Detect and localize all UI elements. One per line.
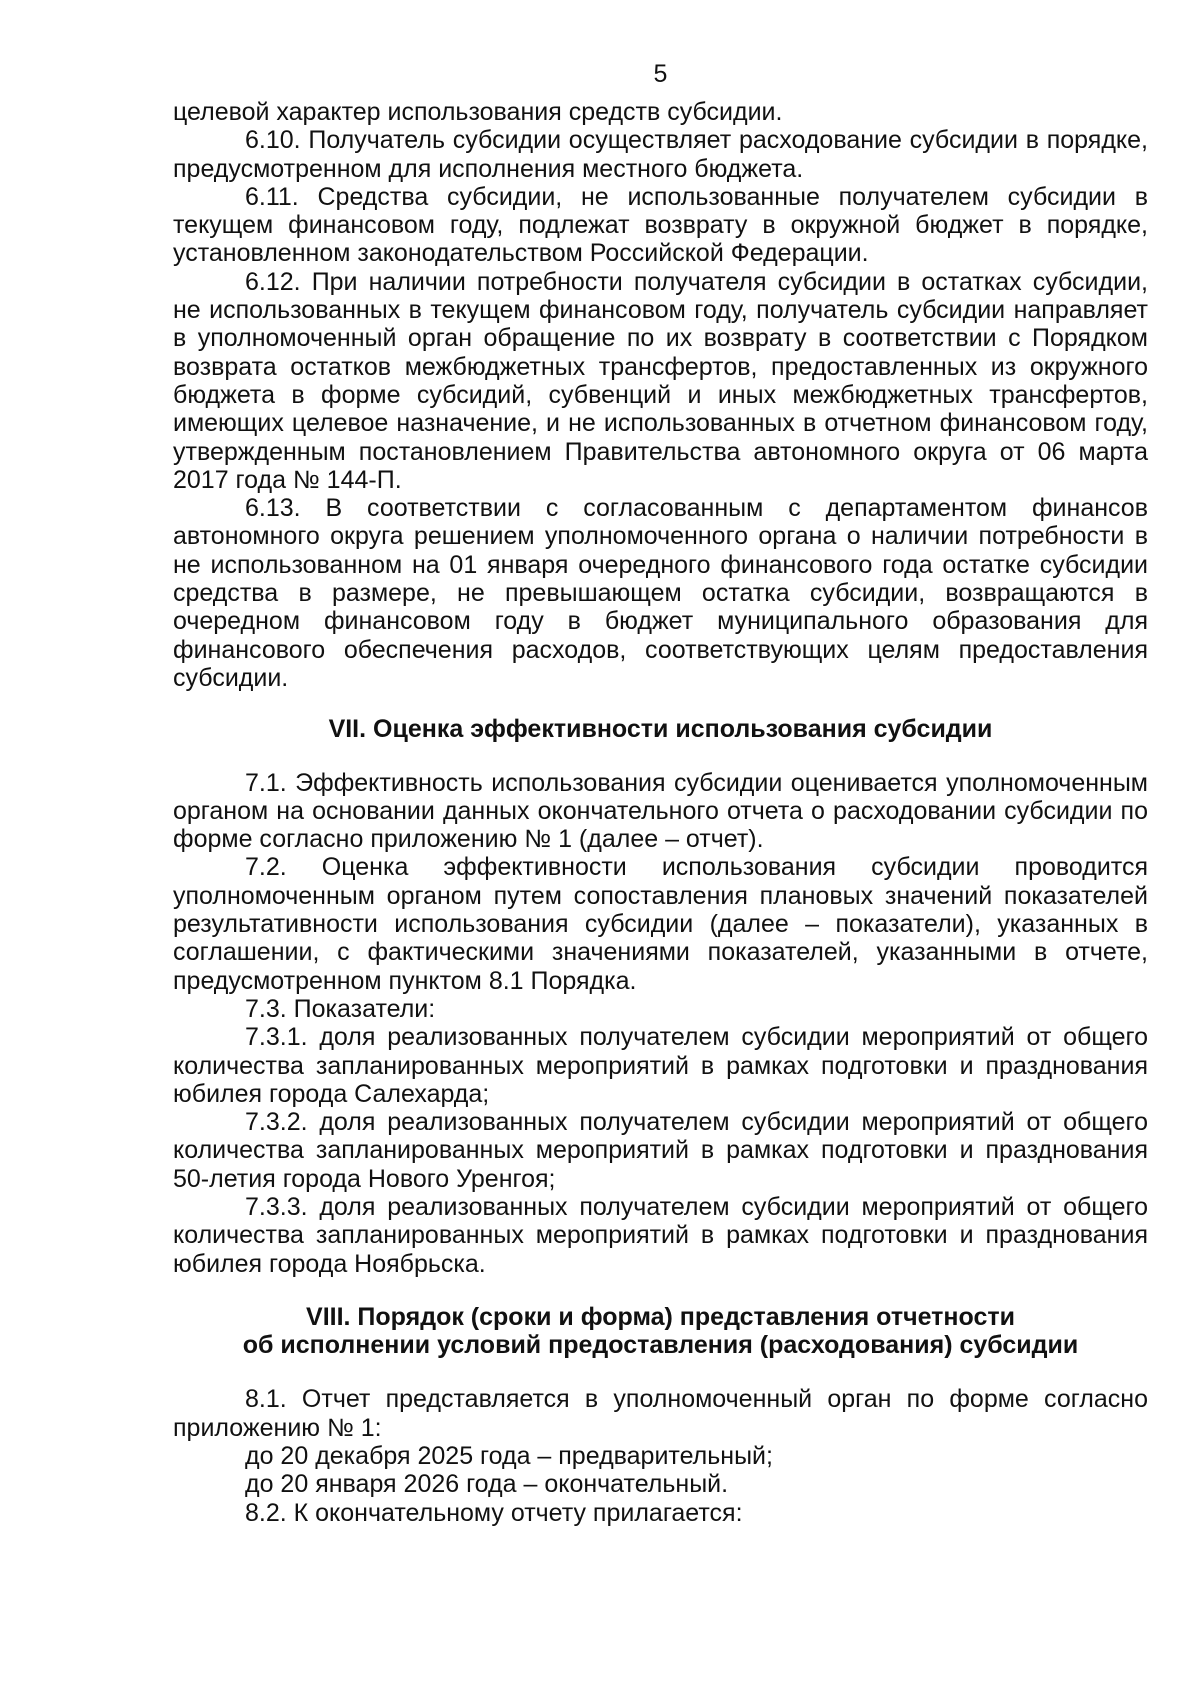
section-8-body: [173, 1385, 1148, 1526]
page-number: 5: [653, 60, 668, 88]
paragraph-6-12: 6.12. При наличии потребности получателя субсидии в остатках субсидии, не использованных в текущем финансовом году, получатель субсидии направляет в уполномоченный орган обращение по их возврату в соответствии с Порядком возврата остатков межбюджетных трансфертов, предоставленных из окружного бюджета в форме субсидий, субвенций и иных межбюджетных трансфертов, имеющих целевое назначение, и не использованных в отчетном финансовом году, утвержденным постановлением Правительства автономного округа от 06 марта 2017 года № 144-П.: [173, 267, 1148, 494]
section-6-continuation: [173, 98, 1148, 692]
deadline-final: до 20 января 2026 года – окончательный.: [245, 1470, 729, 1499]
section-8-heading-line-1: VIII. Порядок (сроки и форма) представления отчетности: [306, 1302, 1015, 1331]
paragraph-6-10: 6.10. Получатель субсидии осуществляет расходование субсидии в порядке, предусмотренном для исполнения местного бюджета.: [173, 126, 1148, 183]
section-7-body: [173, 769, 1148, 1278]
document-page: [173, 60, 1148, 1527]
paragraph-7-1: 7.1. Эффективность использования субсидии оценивается уполномоченным органом на основании данных окончательного отчета о расходовании субсидии по форме согласно приложению № 1 (далее – отчет).: [173, 768, 1148, 854]
section-8-heading: [173, 1303, 1148, 1360]
paragraph-6-9-end: целевой характер использования средств субсидии.: [173, 98, 783, 126]
paragraph-7-3-3: 7.3.3. доля реализованных получателем субсидии мероприятий от общего количества запланированных мероприятий в рамках подготовки и празднования юбилея города Ноябрьска.: [173, 1192, 1148, 1278]
paragraph-6-11: 6.11. Средства субсидии, не использованные получателем субсидии в текущем финансовом году, подлежат возврату в окружной бюджет в порядке, установленном законодательством Российской Федерации.: [173, 182, 1148, 268]
paragraph-6-13: 6.13. В соответствии с согласованным с департаментом финансов автономного округа решением уполномоченного органа о наличии потребности в не использованном на 01 января очередного финансового года остатке субсидии средства в размере, не превышающем остатка субсидии, возвращаются в очередном финансовом году в бюджет муниципального образования для финансового обеспечения расходов, соответствующих целям предоставления субсидии.: [173, 494, 1148, 692]
paragraph-7-2: 7.2. Оценка эффективности использования субсидии проводится уполномоченным органом путем сопоставления плановых значений показателей результативности использования субсидии (далее – показатели), указанных в соглашении, с фактическими значениями показателей, указанными в отчете, предусмотренном пунктом 8.1 Порядка.: [173, 853, 1148, 995]
deadline-preliminary: до 20 декабря 2025 года – предварительный;: [245, 1442, 773, 1471]
section-7-heading: VII. Оценка эффективности использования субсидии: [328, 715, 993, 744]
paragraph-7-3-2: 7.3.2. доля реализованных получателем субсидии мероприятий от общего количества запланированных мероприятий в рамках подготовки и празднования 50-летия города Нового Уренгоя;: [173, 1108, 1148, 1193]
paragraph-8-1: 8.1. Отчет представляется в уполномоченный орган по форме согласно приложению № 1:: [173, 1385, 1148, 1442]
paragraph-7-3-1: 7.3.1. доля реализованных получателем субсидии мероприятий от общего количества запланированных мероприятий в рамках подготовки и празднования юбилея города Салехарда;: [173, 1023, 1148, 1108]
paragraph-7-3: 7.3. Показатели:: [245, 994, 436, 1023]
section-8-heading-line-2: об исполнении условий предоставления (расходования) субсидии: [242, 1331, 1079, 1360]
paragraph-8-2: 8.2. К окончательному отчету прилагается:: [245, 1498, 743, 1527]
